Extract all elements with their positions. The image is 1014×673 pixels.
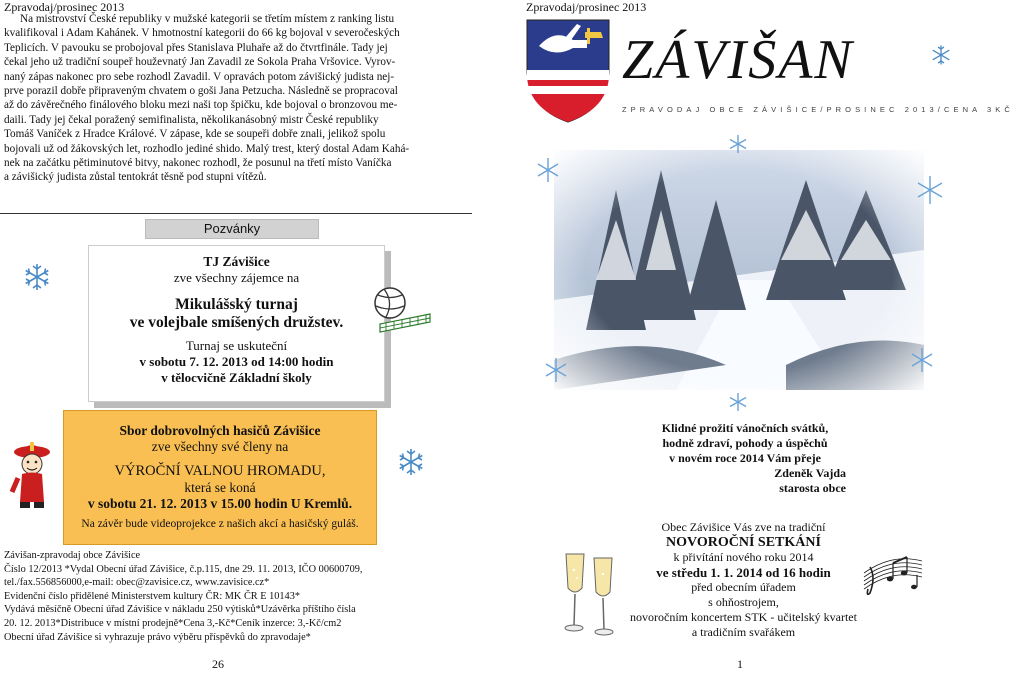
event-date: v sobotu 7. 12. 2013 od 14:00 hodin xyxy=(139,354,334,369)
event-note: Na závěr bude videoprojekce z našich akcí a hasičský guláš. xyxy=(81,518,359,530)
invite-text: zve všechny své členy na xyxy=(151,439,289,454)
article-line: nek na začátku pětiminutové bitvy, nakonec rozhodl, že posunul na třetí místo Vaníčka xyxy=(4,157,392,170)
section-divider xyxy=(0,213,472,214)
invitations-label: Pozvánky xyxy=(145,219,319,239)
event-date: v sobotu 21. 12. 2013 v 15.00 hodin U Kremlů. xyxy=(87,496,353,511)
firefighters-invitation-box xyxy=(63,410,377,545)
invite-line: před obecním úřadem xyxy=(691,580,796,594)
judo-article xyxy=(4,12,456,185)
snowflake-icon xyxy=(22,262,52,297)
right-page-number: 1 xyxy=(737,657,743,671)
event-title: NOVOROČNÍ SETKÁNÍ xyxy=(666,535,821,550)
article-line: čekal jeho už tradiční soupeř houževnatý Jan Zavadil ze Sokola Praha Vršovice. Vyrov- xyxy=(4,56,396,69)
imprint-line: Závišan-zpravodaj obce Závišice xyxy=(4,550,141,561)
imprint-line: tel./fax.556856000,e-mail: obec@zavisice.cz, www.zavisice.cz* xyxy=(4,577,270,589)
article-line: až do závěrečného finálového bloku mezi naši top špičku, kde bojoval o bronzovou me- xyxy=(4,99,398,112)
invite-line: k přivítání nového roku 2014 xyxy=(673,550,814,564)
snowflake-icon xyxy=(930,44,952,71)
event-date: ve středu 1. 1. 2014 od 16 hodin xyxy=(656,565,831,580)
invite-line: Obec Závišice Vás zve na tradiční xyxy=(661,520,826,534)
article-line: Tomáš Vaníček z Hradce Králové. V zápase, kde se soupeři dobře znali, jelikož spolu xyxy=(4,128,386,141)
article-line: kvalifikoval i Adam Kahánek. V hmotnostní kategorii do 66 kg bojoval v severočeských xyxy=(4,27,400,40)
article-line: naný zápas nakonec pro sebe rozhodl Zavadil. V opravách potom závišický judista nej- xyxy=(4,70,395,83)
coat-of-arms-icon xyxy=(525,18,611,129)
music-notes-icon xyxy=(862,549,924,606)
mayor-name: Zdeněk Vajda xyxy=(774,466,846,480)
imprint-line: Evidenční číslo přidělené Ministerstvem kultury ČR: MK ČR E 10143* xyxy=(4,590,301,602)
event-subtitle: ve volejbale smíšených družstev. xyxy=(129,314,344,331)
newsletter-title: ZÁVIŠAN xyxy=(622,29,854,91)
newsletter-subtitle: ZPRAVODAJ OBCE ZÁVIŠICE/PROSINEC 2013/CENA 3KČ xyxy=(622,105,1014,114)
greeting-line: v novém roce 2014 Vám přeje xyxy=(669,451,821,465)
mayor-greeting xyxy=(620,421,870,496)
champagne-icon xyxy=(560,548,620,645)
event-title: Mikulášský turnaj xyxy=(175,296,298,313)
greeting-line: hodně zdraví, pohody a úspěchů xyxy=(662,436,828,450)
snowflake-icon xyxy=(396,447,426,482)
invite-text: zve všechny zájemce na xyxy=(173,270,300,285)
invite-line: novoročním koncertem STK - učitelský kvartet xyxy=(630,610,857,624)
volleyball-invitation-box xyxy=(88,245,385,402)
greeting-line: Klidné prožití vánočních svátků, xyxy=(661,421,829,435)
article-line: a závišický judista zůstal tentokrát těsně pod stupni vítězů. xyxy=(4,171,267,184)
imprint xyxy=(4,549,424,644)
held-text: která se koná xyxy=(184,480,256,495)
imprint-line: Číslo 12/2013 *Vydal Obecní úřad Závišice, č.p.115, dne 29. 11. 2013, IČO 00600709, xyxy=(4,563,363,575)
org-name: Sbor dobrovolných hasičů Závišice xyxy=(119,423,321,438)
firefighter-icon xyxy=(8,440,56,515)
article-line: prve porazil dobře připraveným chvatem o goši Jana Petzucha. Následně se propracoval xyxy=(4,85,398,98)
invite-line: a tradičním svařákem xyxy=(691,625,796,639)
imprint-line: Vydává měsíčně Obecní úřad Závišice v nákladu 250 výtisků*Uzávěrka příštího čísla xyxy=(4,604,356,616)
mayor-role: starosta obce xyxy=(779,481,846,495)
article-line: Teplicích. V pavouku se probojoval přes Stanislava Pluhaře až do čtvrtfinále. Tady jej xyxy=(4,41,388,54)
held-text: Turnaj se uskuteční xyxy=(185,338,288,353)
event-title: VÝROČNÍ VALNOU HROMADU, xyxy=(114,463,326,479)
invite-line: s ohňostrojem, xyxy=(708,595,779,609)
left-page-number: 26 xyxy=(212,657,224,671)
left-page-header: Zpravodaj/prosinec 2013 xyxy=(4,0,125,14)
right-page-header: Zpravodaj/prosinec 2013 xyxy=(526,0,647,14)
volleyball-icon xyxy=(372,286,434,337)
winter-photo xyxy=(526,130,952,412)
article-line: bojovali už od žákovských let, rozhodlo jediné shido. Malý trest, který dostal Adam Kahá- xyxy=(4,142,410,155)
imprint-line: 20. 12. 2013*Distribuce v místní prodejně*Cena 3,-Kč*Ceník inzerce: 3,-Kč/cm2 xyxy=(4,617,342,629)
article-line: Na mistrovství České republiky v mužské kategorii se třetím místem z ranking listu xyxy=(20,13,395,25)
new-year-meeting-box xyxy=(616,520,871,644)
imprint-line: Obecní úřad Závišice si vyhrazuje právo výběru příspěvků do zpravodaje* xyxy=(4,631,311,643)
article-line: daili. Tady jej čekal poražený semifinalista, několikanásobný mistr České republiky xyxy=(4,113,379,126)
club-name: TJ Závišice xyxy=(203,254,270,269)
event-place: v tělocvičně Základní školy xyxy=(161,370,312,385)
